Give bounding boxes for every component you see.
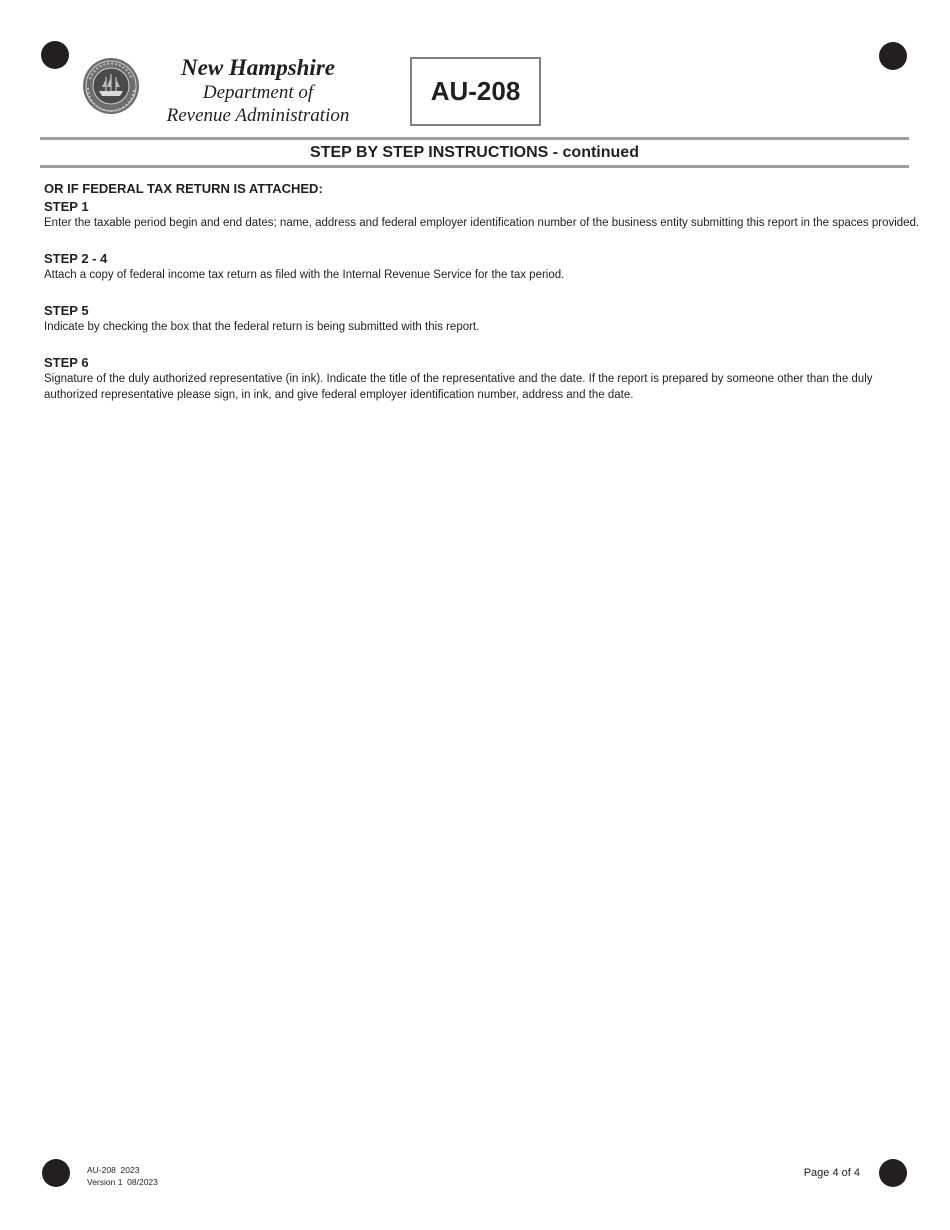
step-text: Indicate by checking the box that the federal return is being submitted with this report. xyxy=(44,321,480,333)
step-text: Attach a copy of federal income tax return as filed with the Internal Revenue Service for the tax period. xyxy=(44,269,565,281)
subheading: OR IF FEDERAL TAX RETURN IS ATTACHED: xyxy=(44,181,323,196)
step-block-3 xyxy=(44,302,922,335)
state-seal-icon xyxy=(82,57,140,115)
registration-mark-top-left xyxy=(41,41,69,69)
step-block-2 xyxy=(44,250,922,283)
step-title: STEP 2 - 4 xyxy=(44,251,108,266)
footer-form-info xyxy=(87,1164,158,1188)
step-block-1 xyxy=(44,198,922,231)
agency-name-block xyxy=(148,54,368,127)
section-rule-top xyxy=(40,137,909,140)
step-title: STEP 6 xyxy=(44,355,89,370)
step-text: Signature of the duly authorized representative (in ink). Indicate the title of the representative and the date. If the report is prepared by someone other than the duly authorized representative please sign, in ink, and give federal employer identification number, address and the date. xyxy=(44,373,873,401)
section-rule-bottom xyxy=(40,165,909,168)
agency-state: New Hampshire xyxy=(181,55,335,80)
registration-mark-bottom-right xyxy=(879,1159,907,1187)
step-block-4 xyxy=(44,354,922,403)
agency-dept-line2: Revenue Administration xyxy=(166,105,350,126)
registration-mark-top-right xyxy=(879,42,907,70)
step-title: STEP 5 xyxy=(44,303,89,318)
page-number: Page 4 of 4 xyxy=(803,1167,860,1179)
form-number-box xyxy=(410,57,541,126)
footer-form-year: AU-208 2023 xyxy=(87,1165,140,1175)
step-title: STEP 1 xyxy=(44,199,89,214)
step-text: Enter the taxable period begin and end dates; name, address and federal employer identification number of the business entity submitting this report in the spaces provided. xyxy=(44,217,920,229)
agency-dept-line1: Department of xyxy=(202,82,314,103)
section-title: STEP BY STEP INSTRUCTIONS - continued xyxy=(310,144,639,161)
registration-mark-bottom-left xyxy=(42,1159,70,1187)
footer-version: Version 1 08/2023 xyxy=(87,1177,158,1187)
form-number: AU-208 xyxy=(430,76,521,106)
instructions-content xyxy=(44,180,922,422)
